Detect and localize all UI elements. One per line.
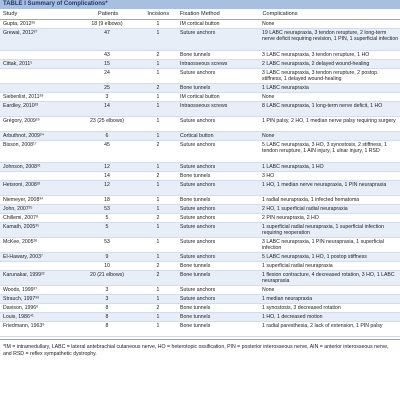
cell-study: Siebenlist, 2011²⁸	[3, 94, 44, 100]
cell-incisions: 1	[156, 94, 160, 100]
cell-patients: 15	[104, 61, 110, 67]
cell-patients: 45	[104, 142, 110, 148]
cell-study: Gupta, 2012²⁶	[3, 21, 36, 27]
cell-fixation-method: Bone tunnels	[180, 314, 211, 320]
cell-complications: 1 superficial radial neurapraxia, 1 superficial infection requiring reoperation	[262, 224, 384, 237]
header-study: Study	[3, 11, 18, 17]
cell-complications: 1 radial neurapraxia, 1 infected hematoma	[262, 197, 360, 203]
cell-patients: 3	[105, 296, 109, 302]
cell-fixation-method: Intraosseous screws	[180, 61, 228, 67]
cell-study: Woods, 1999³⁷	[3, 287, 38, 293]
table-row	[0, 271, 400, 286]
cell-patients: 8	[105, 305, 109, 311]
cell-patients: 9	[105, 254, 109, 260]
cell-fixation-method: Suture anchors	[180, 254, 216, 260]
table-row	[0, 181, 400, 196]
cell-complications: 1 HO, 1 decreased motion	[262, 314, 323, 320]
cell-fixation-method: Bone tunnels	[180, 263, 211, 269]
cell-incisions: 1	[156, 224, 160, 230]
cell-incisions: 1	[156, 30, 160, 36]
cell-patients: 14	[104, 173, 110, 179]
cell-incisions: 1	[156, 61, 160, 67]
table-row	[0, 69, 400, 84]
cell-complications: 1 LABC neurapraxia	[262, 85, 309, 91]
cell-fixation-method: Suture anchors	[180, 118, 216, 124]
cell-patients: 20 (21 elbows)	[89, 272, 125, 278]
cell-study: John, 2007²⁵	[3, 206, 33, 212]
table-row	[0, 223, 400, 238]
cell-patients: 14	[104, 103, 110, 109]
table-row	[0, 295, 400, 304]
table-row	[0, 132, 400, 141]
table-row	[0, 262, 400, 271]
cell-incisions: 2	[156, 142, 160, 148]
cell-study: Chillemi, 2007⁸	[3, 215, 39, 221]
cell-fixation-method: Suture anchors	[180, 182, 216, 188]
cell-incisions: 2	[156, 85, 160, 91]
table-header-row	[0, 9, 400, 20]
cell-complications: 5 LABC neurapraxia, 3 HO, 3 synostosis, 2 stiffness, 1 tendon rerupture, 1 AIN injury, 1 ulnar injury, 1 RSD	[262, 142, 388, 155]
table-row	[0, 313, 400, 322]
cell-study: Strauch, 1997³⁹	[3, 296, 40, 302]
table-row	[0, 102, 400, 117]
cell-patients: 23 (25 elbows)	[89, 118, 125, 124]
table-row	[0, 238, 400, 253]
cell-patients: 6	[105, 133, 109, 139]
cell-study	[0, 262, 76, 263]
cell-study: Niemeyer, 2008³⁴	[3, 197, 44, 203]
cell-study	[0, 172, 76, 173]
table-row	[0, 304, 400, 313]
table-row	[0, 322, 400, 337]
table-title: TABLE I Summary of Complications*	[0, 0, 400, 9]
cell-incisions: 1	[156, 197, 160, 203]
cell-complications: 3 LABC neurapraxia, 1 PIN neurapraxia, 1 superficial infection	[262, 239, 384, 252]
cell-fixation-method: Bone tunnels	[180, 323, 211, 329]
cell-fixation-method: IM cortical button	[180, 21, 220, 27]
cell-fixation-method: Cortical button	[180, 133, 214, 139]
table-row	[0, 20, 400, 29]
table-row	[0, 84, 400, 93]
cell-fixation-method: Bone tunnels	[180, 272, 211, 278]
cell-study	[0, 84, 76, 85]
cell-study: Cittak, 2011⁵	[3, 61, 33, 67]
table-row	[0, 93, 400, 102]
table-row	[0, 205, 400, 214]
cell-incisions: 2	[156, 215, 160, 221]
cell-incisions: 1	[156, 70, 160, 76]
cell-patients: 8	[105, 323, 109, 329]
cell-fixation-method: Suture anchors	[180, 70, 216, 76]
cell-patients: 5	[105, 215, 109, 221]
cell-patients: 53	[104, 239, 110, 245]
header-incisions: Incisions	[147, 11, 170, 17]
cell-study: Karunakar, 1999²²	[3, 272, 45, 278]
cell-incisions: 1	[156, 103, 160, 109]
cell-fixation-method: IM cortical button	[180, 94, 220, 100]
table-row	[0, 253, 400, 262]
cell-patients: 24	[104, 70, 110, 76]
header-complications: Complications	[262, 11, 298, 17]
table-row	[0, 163, 400, 172]
cell-complications: 1 LABC neurapraxia, 1 HO	[262, 164, 324, 170]
cell-study: Grégory, 2009²⁹	[3, 118, 40, 124]
cell-incisions: 1	[156, 182, 160, 188]
table-footnote: *IM = intramedullary, LABC = lateral antebrachial cutaneous nerve, HO = heterotopic ossification, PIN = posterior interosseous nerve, AIN = anterior interosseous nerve, and RSD = reflex sympathetic dystrophy.	[0, 339, 400, 357]
cell-incisions: 1	[156, 133, 160, 139]
cell-fixation-method: Bone tunnels	[180, 305, 211, 311]
cell-complications: 1 radial paresthesia, 2 lack of extension, 1 PIN palsy	[262, 323, 383, 329]
cell-patients: 53	[104, 206, 110, 212]
cell-complications: None	[262, 21, 275, 27]
cell-patients: 18	[104, 197, 110, 203]
cell-incisions: 1	[156, 21, 160, 27]
cell-patients: 5	[105, 224, 109, 230]
cell-fixation-method: Suture anchors	[180, 287, 216, 293]
cell-incisions: 1	[156, 287, 160, 293]
cell-complications: 3 LABC neurapraxia, 3 tendon rerupture, 2 postop. stiffness, 1 delayed wound-healing	[262, 70, 379, 83]
cell-patients: 43	[104, 52, 110, 58]
table-row	[0, 117, 400, 132]
cell-incisions: 1	[156, 296, 160, 302]
header-fixation-method: Fixation Method	[179, 11, 220, 17]
cell-study: Friedmann, 1963⁹	[3, 323, 45, 329]
cell-complications: 1 HO, 1 median nerve neurapraxia, 1 PIN neurapraxia	[262, 182, 387, 188]
cell-complications: None	[262, 287, 275, 293]
cell-study: Johnson, 2008³¹	[3, 164, 41, 170]
cell-study	[0, 51, 76, 52]
table-body	[0, 20, 400, 337]
cell-incisions: 1	[156, 164, 160, 170]
cell-complications: 2 LABC neurapraxia, 2 delayed wound-healing	[262, 61, 370, 67]
cell-study: Grewal, 2012²⁷	[3, 30, 38, 36]
cell-complications: 2 HO, 1 superficial radial neurapraxia	[262, 206, 348, 212]
cell-fixation-method: Bone tunnels	[180, 52, 211, 58]
cell-incisions: 2	[156, 263, 160, 269]
cell-complications: 1 median neurapraxia	[262, 296, 313, 302]
table-row	[0, 286, 400, 295]
cell-fixation-method: Suture anchors	[180, 142, 216, 148]
cell-complications: 8 LABC neurapraxia, 1 long-term nerve deficit, 1 HO	[262, 103, 383, 109]
cell-study	[0, 69, 76, 70]
cell-fixation-method: Suture anchors	[180, 224, 216, 230]
cell-fixation-method: Intraosseous screws	[180, 103, 228, 109]
cell-complications: 3 HO	[262, 173, 275, 179]
cell-study: Kamath, 2005³⁵	[3, 224, 40, 230]
cell-complications: 1 synostosis, 3 decreased rotation	[262, 305, 341, 311]
cell-complications: 3 LABC neurapraxia, 3 tendon rerupture, 1 HO	[262, 52, 370, 58]
table-row	[0, 141, 400, 163]
cell-patients: 25	[104, 85, 110, 91]
cell-fixation-method: Suture anchors	[180, 206, 216, 212]
table-row	[0, 60, 400, 69]
cell-incisions: 1	[156, 314, 160, 320]
cell-patients: 18 (9 elbows)	[91, 21, 123, 27]
table-row	[0, 172, 400, 181]
cell-patients: 47	[104, 30, 110, 36]
cell-fixation-method: Bone tunnels	[180, 173, 211, 179]
table-row	[0, 51, 400, 60]
cell-complications: None	[262, 94, 275, 100]
cell-patients: 12	[104, 182, 110, 188]
cell-fixation-method: Bone tunnels	[180, 197, 211, 203]
cell-study: Davison, 1996⁶	[3, 305, 39, 311]
cell-incisions: 1	[156, 254, 160, 260]
cell-fixation-method: Suture anchors	[180, 296, 216, 302]
cell-complications: 5 LABC neurapraxia, 1 HO, 1 postop stiffness	[262, 254, 367, 260]
cell-patients: 8	[105, 314, 109, 320]
cell-incisions: 1	[156, 118, 160, 124]
cell-patients: 3	[105, 287, 109, 293]
cell-incisions: 2	[156, 173, 160, 179]
cell-fixation-method: Suture anchors	[180, 239, 216, 245]
cell-complications: 1 PIN palsy, 2 HO, 1 median nerve palsy requiring surgery	[262, 118, 396, 124]
cell-fixation-method: Bone tunnels	[180, 85, 211, 91]
cell-study: Hetsroni, 2008³²	[3, 182, 41, 188]
cell-incisions: 2	[156, 305, 160, 311]
table-row	[0, 29, 400, 51]
cell-incisions: 1	[156, 206, 160, 212]
cell-incisions: 2	[156, 272, 160, 278]
cell-fixation-method: Suture anchors	[180, 164, 216, 170]
cell-study: Arbuthnot, 2009²⁴	[3, 133, 44, 139]
cell-patients: 3	[105, 94, 109, 100]
table-row	[0, 214, 400, 223]
cell-patients: 10	[104, 263, 110, 269]
cell-incisions: 1	[156, 239, 160, 245]
table-row	[0, 196, 400, 205]
cell-incisions: 2	[156, 52, 160, 58]
cell-complications: None	[262, 133, 275, 139]
cell-complications: 2 PIN neurapraxia, 2 HO	[262, 215, 319, 221]
cell-study: Louis, 1986⁴¹	[3, 314, 34, 320]
cell-study: Bisson, 2008¹⁷	[3, 142, 37, 148]
cell-incisions: 1	[156, 323, 160, 329]
cell-complications: 1 flexion contracture, 4 decreased rotation, 3 HO, 1 LABC neurapraxia	[262, 272, 395, 285]
cell-study: El-Hawary, 2003⁷	[3, 254, 43, 260]
cell-study: Eardley, 2010²³	[3, 103, 39, 109]
cell-fixation-method: Suture anchors	[180, 30, 216, 36]
header-patients: Patients	[98, 11, 119, 17]
cell-patients: 12	[104, 164, 110, 170]
cell-complications: 1 superficial radial neurapraxia	[262, 263, 333, 269]
cell-complications: 19 LABC neurapraxia, 3 tendon rerupture, 2 long-term nerve deficit requiring revision, 1 PIN, 1 superficial infection	[262, 30, 399, 43]
cell-study: McKee, 2005³⁶	[3, 239, 38, 245]
cell-fixation-method: Suture anchors	[180, 215, 216, 221]
